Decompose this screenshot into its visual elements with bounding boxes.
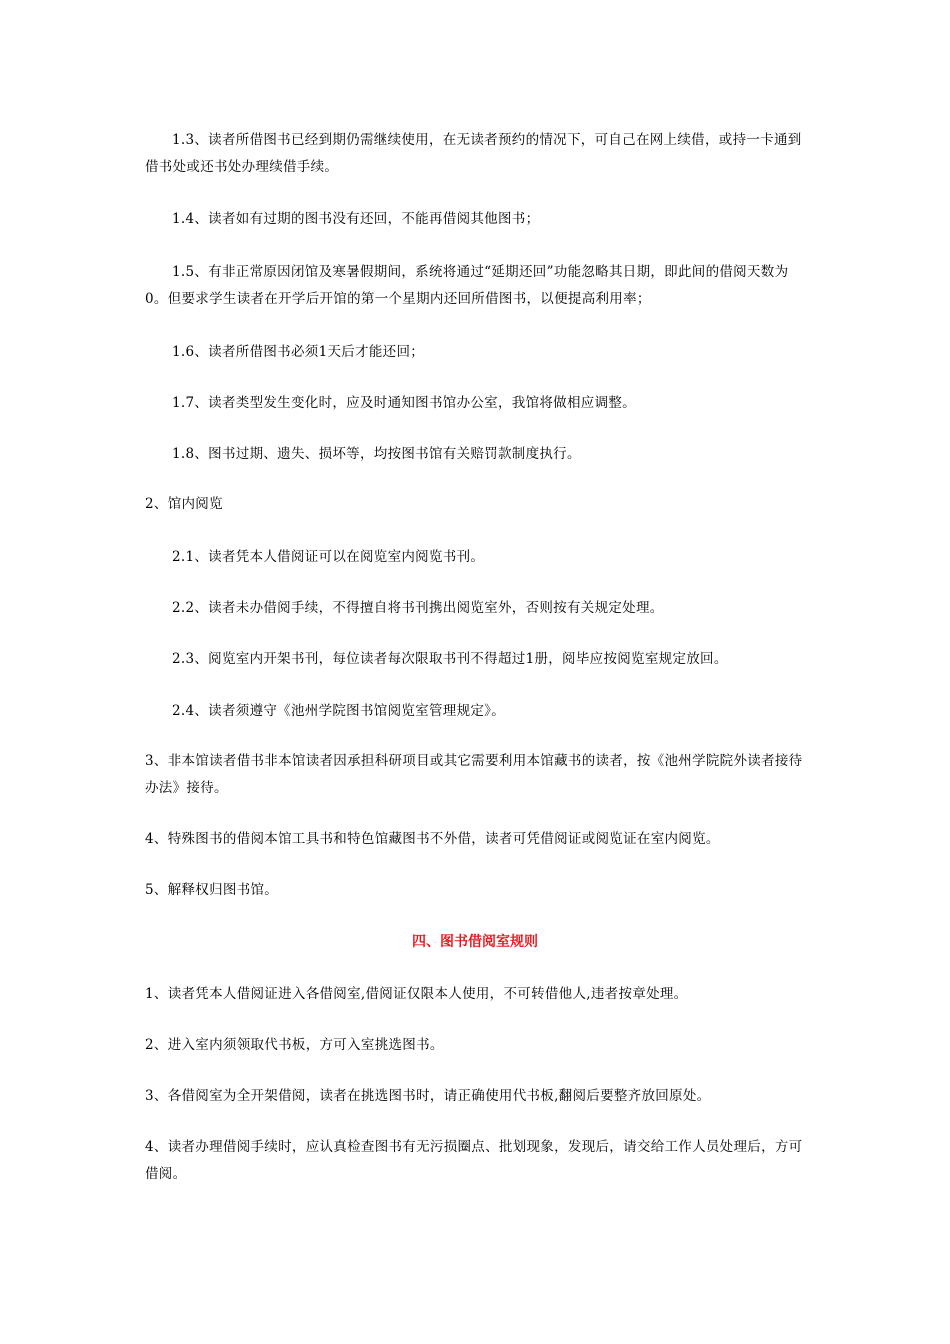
rule-3: 3、非本馆读者借书非本馆读者因承担科研项目或其它需要利用本馆藏书的读者，按《池州学院院外读者接待办法》接待。 <box>145 753 803 796</box>
section-4-title: 四、图书借阅室规则 <box>412 934 538 950</box>
rule-1-7: 1.7、读者类型发生变化时，应及时通知图书馆办公室，我馆将做相应调整。 <box>172 395 636 411</box>
rule-2-heading: 2、馆内阅览 <box>145 496 223 512</box>
reading-room-rule-2: 2、进入室内须领取代书板，方可入室挑选图书。 <box>145 1037 444 1053</box>
rule-1-4: 1.4、读者如有过期的图书没有还回，不能再借阅其他图书； <box>172 211 540 227</box>
rule-1-5: 1.5、有非正常原因闭馆及寒暑假期间，系统将通过“延期还回”功能忽略其日期，即此间的借阅天数为0。但要求学生读者在开学后开馆的第一个星期内还回所借图书，以便提高利用率； <box>145 264 789 307</box>
reading-room-rule-1: 1、读者凭本人借阅证进入各借阅室,借阅证仅限本人使用，不可转借他人,违者按章处理。 <box>145 986 688 1002</box>
rule-2-1: 2.1、读者凭本人借阅证可以在阅览室内阅览书刊。 <box>172 549 485 565</box>
rule-5: 5、解释权归图书馆。 <box>145 882 279 898</box>
rule-4: 4、特殊图书的借阅本馆工具书和特色馆藏图书不外借，读者可凭借阅证或阅览证在室内阅览。 <box>145 831 720 847</box>
rule-2-4: 2.4、读者须遵守《池州学院图书馆阅览室管理规定》。 <box>172 703 506 719</box>
rule-1-6: 1.6、读者所借图书必须1天后才能还回； <box>172 344 425 360</box>
reading-room-rule-4: 4、读者办理借阅手续时，应认真检查图书有无污损圈点、批划现象，发现后，请交给工作人员处理后，方可借阅。 <box>145 1139 803 1182</box>
rule-2-2: 2.2、读者未办借阅手续，不得擅自将书刊携出阅览室外，否则按有关规定处理。 <box>172 600 664 616</box>
rule-1-8: 1.8、图书过期、遗失、损坏等，均按图书馆有关赔罚款制度执行。 <box>172 446 581 462</box>
rule-2-3: 2.3、阅览室内开架书刊，每位读者每次限取书刊不得超过1册，阅毕应按阅览室规定放回。 <box>172 651 728 667</box>
rule-1-3: 1.3、读者所借图书已经到期仍需继续使用，在无读者预约的情况下，可自己在网上续借，或持一卡通到借书处或还书处办理续借手续。 <box>145 132 802 175</box>
reading-room-rule-3: 3、各借阅室为全开架借阅，读者在挑选图书时，请正确使用代书板,翻阅后要整齐放回原处。 <box>145 1088 711 1104</box>
